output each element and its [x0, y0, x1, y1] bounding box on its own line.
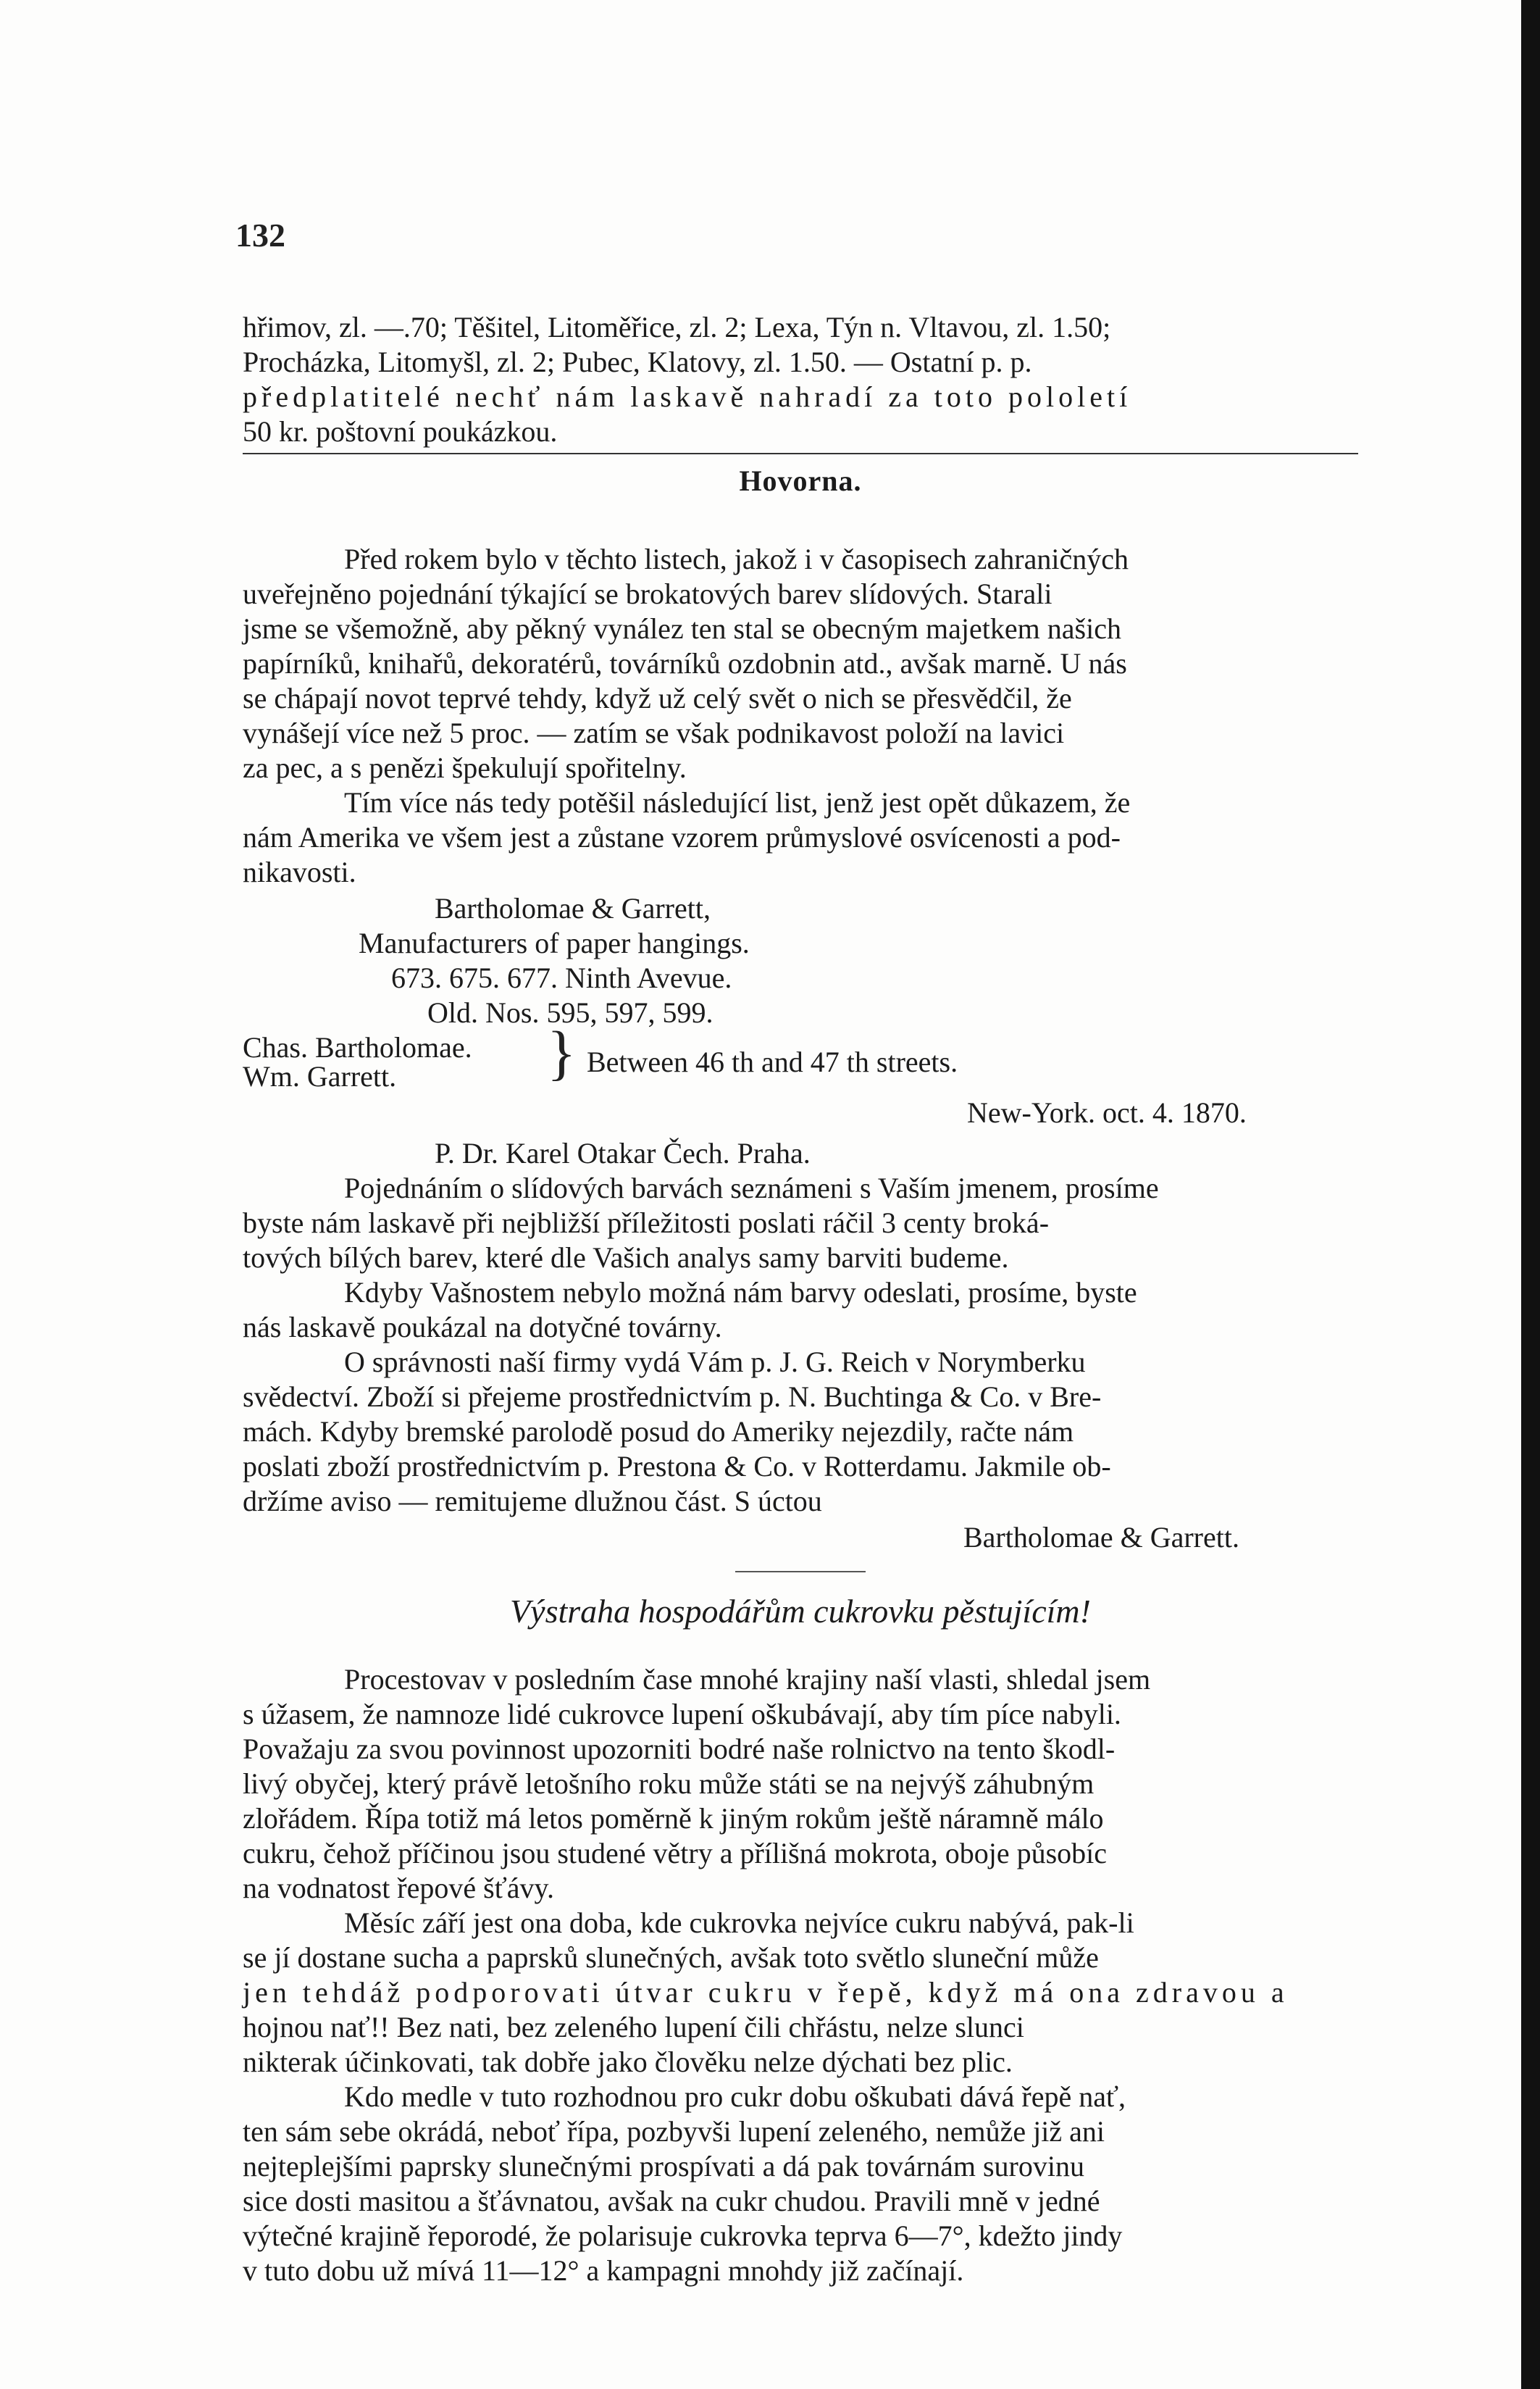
text-line: se chápají novot teprvé tehdy, když už celý svět o nich se přesvědčil, že [243, 682, 1072, 714]
hovorna-paragraph-1 [243, 542, 1358, 785]
text-line: papírníků, knihařů, dekoratérů, továrníků ozdobnin atd., avšak marně. U nás [243, 647, 1127, 680]
text-line: nás laskavě poukázal na dotyčné továrny. [243, 1311, 722, 1343]
text-line: nikavosti. [243, 856, 356, 888]
text-line: cukru, čehož příčinou jsou studené větry a přílišná mokrota, oboje působíc [243, 1837, 1108, 1869]
warning-paragraph-1 [243, 1662, 1358, 1906]
letterhead-address: 673. 675. 677. Ninth Avevue. [391, 962, 732, 994]
text-line: hojnou nať!! Bez nati, bez zeleného lupení čili chřástu, nelze slunci [243, 2011, 1024, 2043]
intro-paragraph [243, 310, 1358, 449]
letter-paragraph-3 [243, 1345, 1358, 1519]
text-line: livý obyčej, který právě letošního roku může státi se na nejvýš záhubným [243, 1767, 1095, 1800]
page-number: 132 [235, 217, 285, 254]
letter-paragraph-2 [243, 1275, 1358, 1345]
text-line: svědectví. Zboží si přejeme prostřednictvím p. N. Buchtinga & Co. v Bre- [243, 1380, 1102, 1413]
letterhead-firm: Bartholomae & Garrett, [435, 892, 711, 925]
section-title-hovorna: Hovorna. [739, 464, 862, 497]
text-line: hřimov, zl. —.70; Těšitel, Litoměřice, zl. 2; Lexa, Týn n. Vltavou, zl. 1.50; [243, 311, 1111, 343]
text-line: poslati zboží prostřednictvím p. Prestona & Co. v Rotterdamu. Jakmile ob- [243, 1450, 1111, 1483]
text-line: výtečné krajině řeporodé, že polarisuje cukrovka teprva 6—7°, kdežto jindy [243, 2219, 1123, 2252]
text-line: nejteplejšími paprsky slunečnými prospívati a dá pak továrnám surovinu [243, 2150, 1084, 2182]
letter-signature: Bartholomae & Garrett. [963, 1521, 1239, 1554]
letterhead-old-numbers: Old. Nos. 595, 597, 599. [427, 996, 713, 1029]
letterhead-partner-2: Wm. Garrett. [243, 1060, 397, 1093]
text-line: zlořádem. Řípa totiž má letos poměrně k jiným rokům ještě náramně málo [243, 1802, 1104, 1835]
text-line: byste nám laskavě při nejbližší příležitosti poslati ráčil 3 centy broká- [243, 1206, 1050, 1239]
text-line: Procházka, Litomyšl, zl. 2; Pubec, Klatovy, zl. 1.50. — Ostatní p. p. [243, 346, 1032, 378]
text-line: Procestovav v posledním čase mnohé krajiny naší vlasti, shledal jsem [344, 1663, 1151, 1696]
text-line: Tím více nás tedy potěšil následující list, jenž jest opět důkazem, že [344, 786, 1131, 819]
text-line: uveřejněno pojednání týkající se brokatových barev slídových. Starali [243, 578, 1053, 610]
text-line: nám Amerika ve všem jest a zůstane vzorem průmyslové osvícenosti a pod- [243, 821, 1121, 854]
short-divider [735, 1571, 866, 1572]
section-divider [243, 453, 1358, 454]
letter-place-date: New-York. oct. 4. 1870. [967, 1096, 1247, 1129]
text-line: jsme se všemožně, aby pěkný vynález ten stal se obecným majetkem našich [243, 612, 1121, 645]
text-line: sice dosti masitou a šťávnatou, avšak na cukr chudou. Pravili mně v jedné [243, 2185, 1100, 2217]
letterhead-partner-1: Chas. Bartholomae. [243, 1031, 472, 1064]
text-line: Pojednáním o slídových barvách seznámeni s Vaším jmenem, prosíme [344, 1172, 1159, 1204]
text-line: na vodnatost řepové šťávy. [243, 1872, 554, 1904]
text-line: předplatitelé nechť nám laskavě nahradí za toto pololetí [243, 380, 1132, 413]
text-line: ten sám sebe okrádá, neboť řípa, pozbyvši lupení zeleného, nemůže již ani [243, 2115, 1105, 2148]
letter-addressee: P. Dr. Karel Otakar Čech. Praha. [435, 1137, 811, 1170]
letter-paragraph-1 [243, 1171, 1358, 1275]
text-line: držíme aviso — remitujeme dlužnou část. S úctou [243, 1485, 822, 1517]
section-title-warning: Výstraha hospodářům cukrovku pěstujícím! [510, 1593, 1091, 1630]
text-line: Měsíc září jest ona doba, kde cukrovka nejvíce cukru nabývá, pak-li [344, 1906, 1134, 1939]
text-line: Kdo medle v tuto rozhodnou pro cukr dobu oškubati dává řepě nať, [344, 2080, 1126, 2113]
text-line: vynášejí více než 5 proc. — zatím se však podnikavost položí na lavici [243, 717, 1065, 749]
text-line: v tuto dobu už mívá 11—12° a kampagni mnohdy již začínají. [243, 2254, 964, 2287]
warning-paragraph-3 [243, 2080, 1358, 2288]
hovorna-paragraph-2 [243, 785, 1358, 890]
text-line: jen tehdáž podporovati útvar cukru v řepě, když má ona zdravou a [243, 1976, 1289, 2009]
text-line: nikterak účinkovati, tak dobře jako člověku nelze dýchati bez plic. [243, 2046, 1013, 2078]
text-line: Před rokem bylo v těchto listech, jakož i v časopisech zahraničných [344, 543, 1129, 575]
text-line: za pec, a s penězi špekulují spořitelny. [243, 751, 687, 784]
text-line: O správnosti naší firmy vydá Vám p. J. G. Reich v Norymberku [344, 1346, 1086, 1378]
text-line: mách. Kdyby bremské parolodě posud do Ameriky nejezdily, račte nám [243, 1415, 1074, 1448]
letterhead-trade: Manufacturers of paper hangings. [359, 927, 750, 959]
warning-paragraph-2 [243, 1906, 1358, 2080]
text-line: Kdyby Vašnostem nebylo možná nám barvy odeslati, prosíme, byste [344, 1276, 1137, 1309]
text-line: Považaju za svou povinnost upozorniti bodré naše rolnictvo na tento škodl- [243, 1733, 1116, 1765]
text-line: se jí dostane sucha a paprsků slunečných, avšak toto světlo sluneční může [243, 1941, 1099, 1974]
text-line: s úžasem, že namnoze lidé cukrovce lupení oškubávají, aby tím píce nabyli. [243, 1698, 1121, 1730]
text-line: 50 kr. poštovní poukázkou. [243, 415, 558, 448]
brace-glyph: } [547, 1020, 577, 1087]
letterhead-between-streets: Between 46 th and 47 th streets. [587, 1046, 958, 1078]
text-line: tových bílých barev, které dle Vašich analys samy barviti budeme. [243, 1241, 1009, 1274]
